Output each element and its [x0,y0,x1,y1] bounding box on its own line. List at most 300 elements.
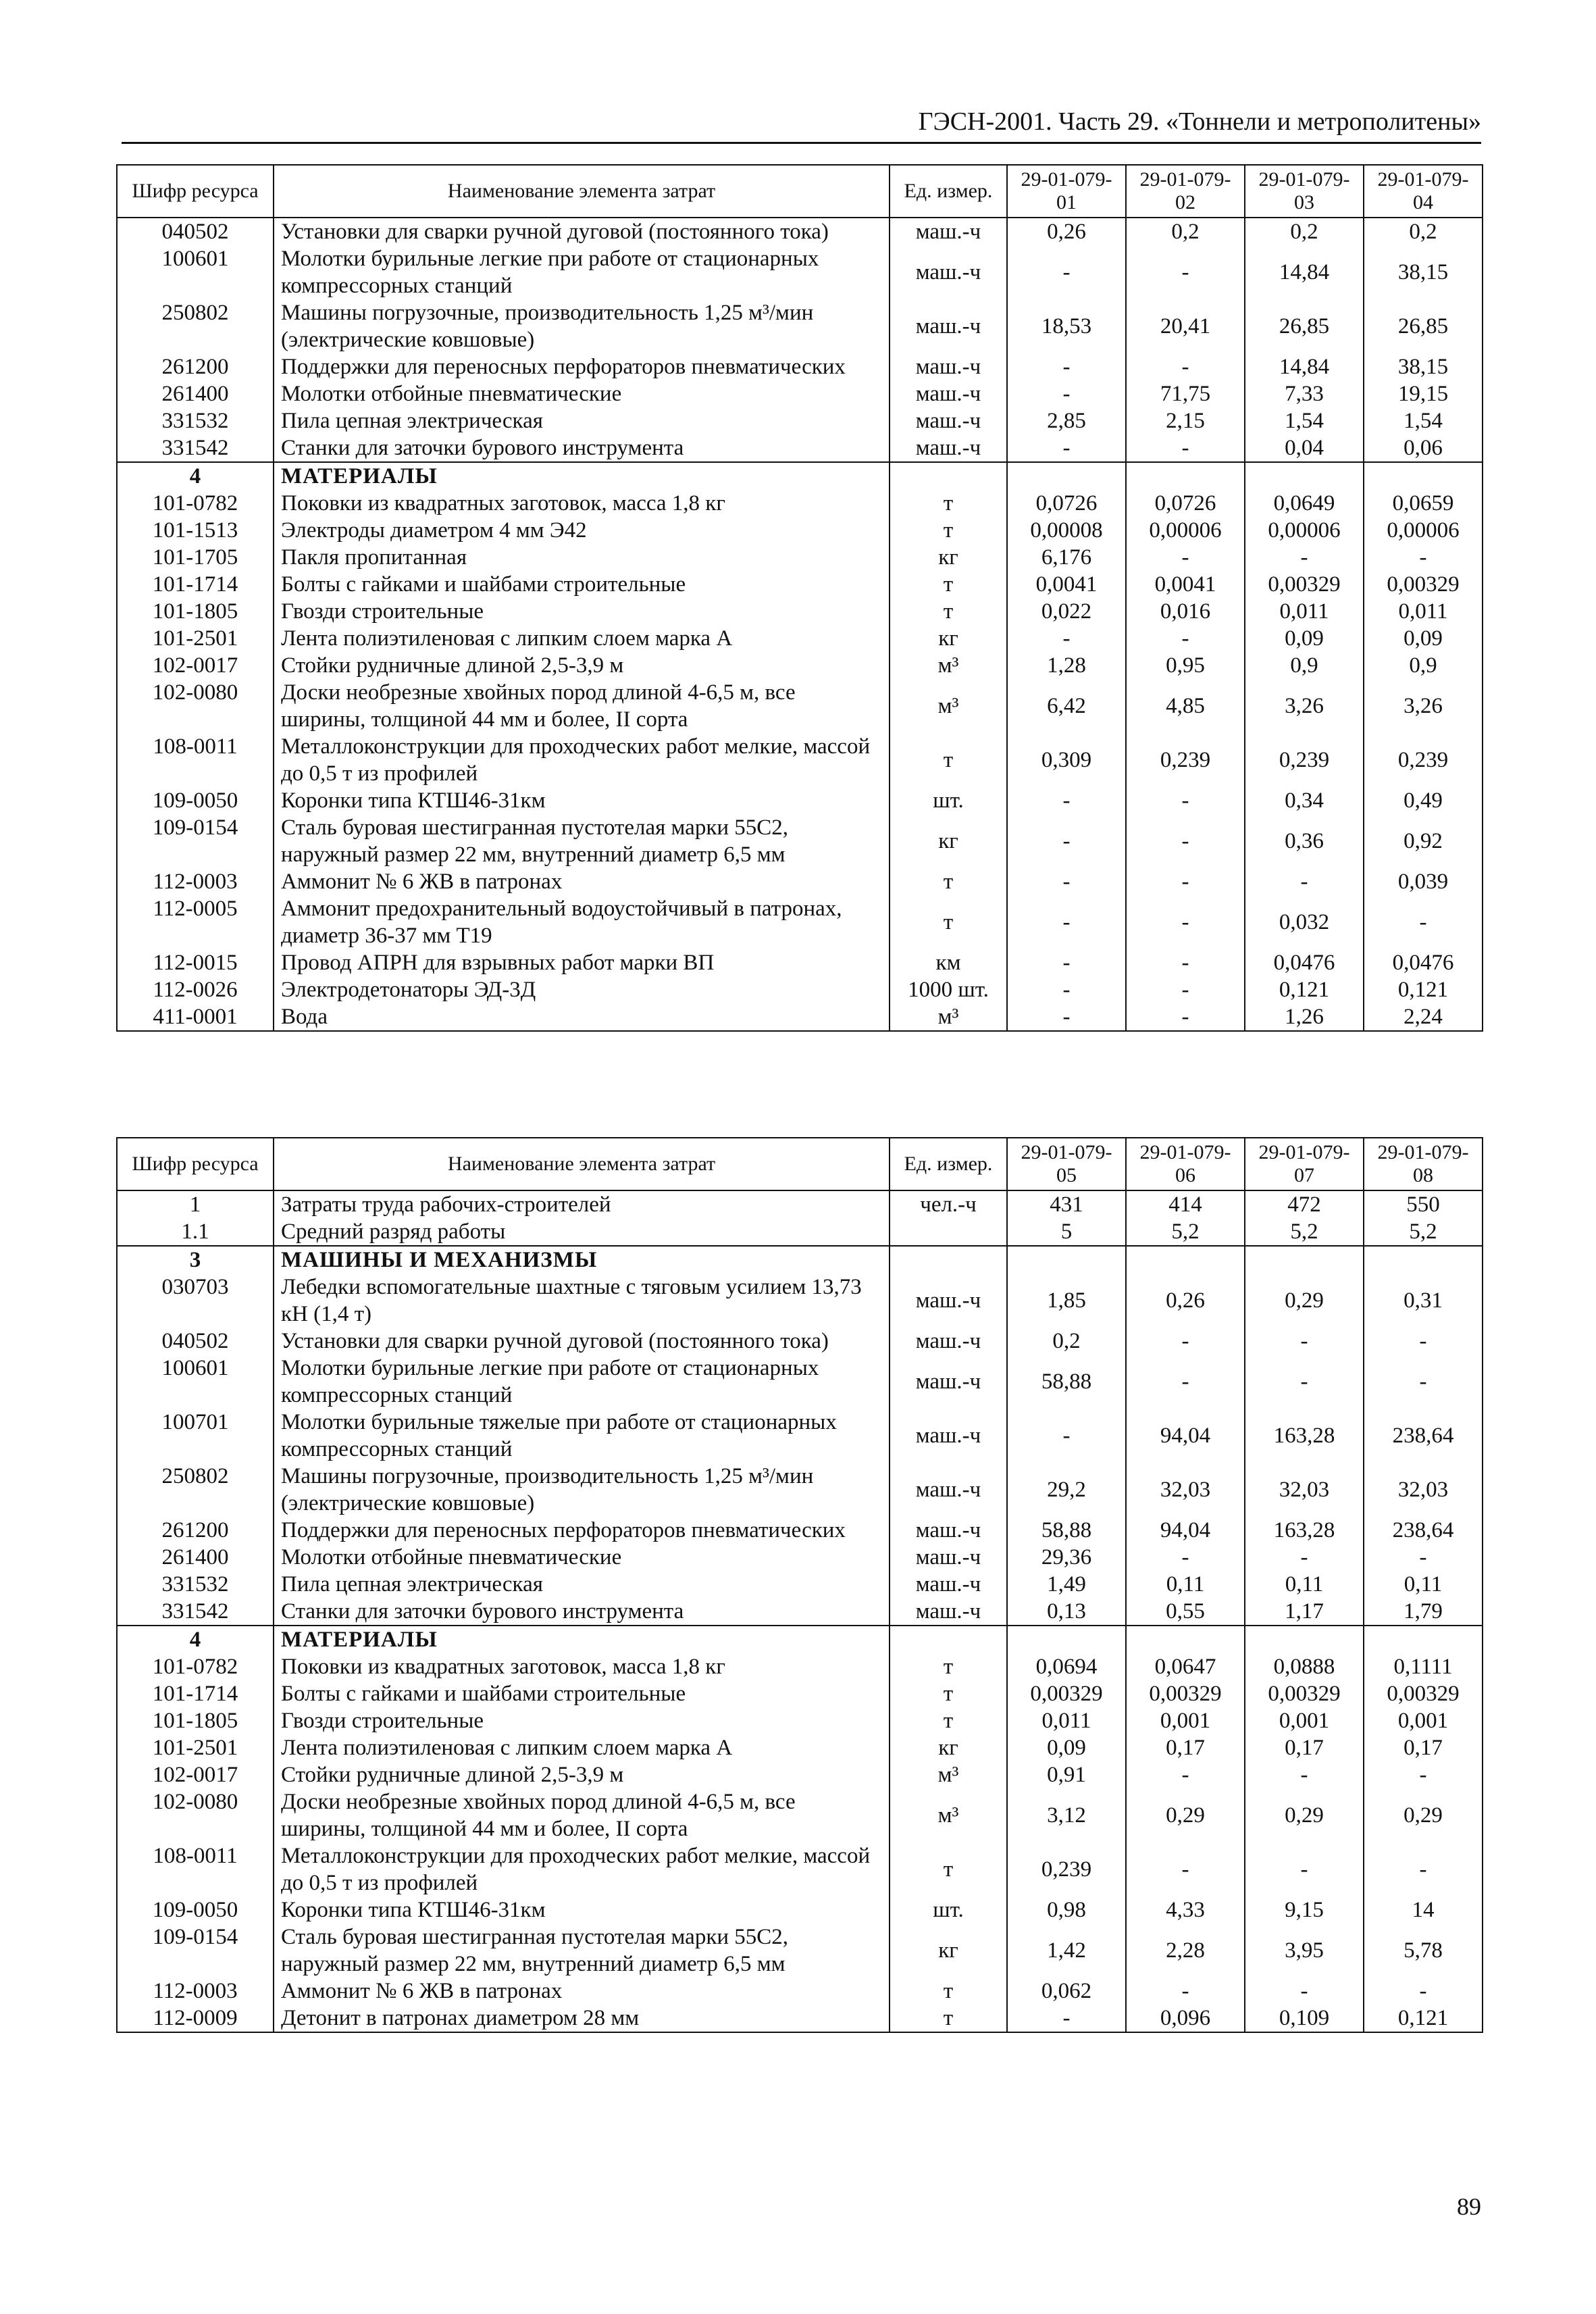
norm-value: 26,85 [1245,299,1364,353]
norm-value: 0,95 [1126,652,1245,679]
resource-code: 101-1714 [117,571,274,598]
norm-value: 38,15 [1364,353,1483,380]
norm-value: - [1007,625,1126,652]
unit-of-measure: м³ [890,1003,1007,1031]
resource-code: 331532 [117,1571,274,1598]
table-row [117,2005,1483,2032]
col-header-norm: 29-01-079-05 [1007,1138,1126,1190]
norm-value: 0,062 [1007,1978,1126,2005]
unit-of-measure: маш.-ч [890,1355,1007,1409]
unit-of-measure: маш.-ч [890,299,1007,353]
norm-value: 0,0041 [1126,571,1245,598]
resource-code: 101-1513 [117,517,274,544]
norm-value: 0,0647 [1126,1653,1245,1680]
table-row [117,625,1483,652]
norm-value [1245,1246,1364,1274]
table-row [117,517,1483,544]
col-header-norm: 29-01-079-03 [1245,165,1364,218]
norm-value: 0,011 [1007,1707,1126,1734]
norm-value: 0,55 [1126,1598,1245,1626]
norm-value: 0,0726 [1007,490,1126,517]
table-row [117,1328,1483,1355]
resource-code: 101-1705 [117,544,274,571]
norm-value: 4,85 [1126,679,1245,733]
table-row [117,1598,1483,1626]
table-body [117,1190,1483,2032]
norm-value: 0,001 [1126,1707,1245,1734]
norm-value: 0,0888 [1245,1653,1364,1680]
norm-value: 0,109 [1245,2005,1364,2032]
unit-of-measure: маш.-ч [890,1517,1007,1544]
unit-of-measure [890,1626,1007,1653]
table-row [117,1707,1483,1734]
norm-value: 0,0476 [1364,949,1483,976]
table-row [117,571,1483,598]
norm-value: 0,13 [1007,1598,1126,1626]
cost-element-name: МАШИНЫ И МЕХАНИЗМЫ [274,1246,890,1274]
norm-value: 0,001 [1364,1707,1483,1734]
norm-value: 0,2 [1245,218,1364,245]
unit-of-measure: м³ [890,1788,1007,1842]
norm-value: 472 [1245,1190,1364,1218]
norm-value: - [1007,380,1126,407]
col-header-name: Наименование элемента затрат [274,1138,890,1190]
cost-element-name: Коронки типа КТШ46-31км [274,1896,890,1923]
norm-value [1126,462,1245,490]
norm-value: 431 [1007,1190,1126,1218]
table-row [117,380,1483,407]
cost-element-name: Сталь буровая шестигранная пустотелая марки 55С2, наружный размер 22 мм, внутренний диаметр 6,5 мм [274,814,890,868]
unit-of-measure: т [890,2005,1007,2032]
unit-of-measure: м³ [890,679,1007,733]
cost-element-name: Пила цепная электрическая [274,1571,890,1598]
unit-of-measure: т [890,1707,1007,1734]
cost-element-name: Электродетонаторы ЭД-3Д [274,976,890,1003]
norm-value: 18,53 [1007,299,1126,353]
norm-value: 0,00008 [1007,517,1126,544]
table-row [117,1734,1483,1761]
norm-value: - [1007,353,1126,380]
norm-value: 238,64 [1364,1409,1483,1463]
unit-of-measure: т [890,1680,1007,1707]
cost-element-name: Лебедки вспомогательные шахтные с тяговым усилием 13,73 кН (1,4 т) [274,1274,890,1328]
resource-code: 4 [117,462,274,490]
norm-value: 0,09 [1364,625,1483,652]
unit-of-measure: маш.-ч [890,1571,1007,1598]
norm-value [1126,1626,1245,1653]
unit-of-measure: маш.-ч [890,1328,1007,1355]
resource-code: 261200 [117,1517,274,1544]
norm-value: 0,00006 [1245,517,1364,544]
cost-element-name: Металлоконструкции для проходческих работ мелкие, массой до 0,5 т из профилей [274,1842,890,1896]
norm-value [1245,462,1364,490]
norm-value: 14,84 [1245,245,1364,299]
norm-value: 0,11 [1364,1571,1483,1598]
norm-value: 163,28 [1245,1409,1364,1463]
table-body [117,218,1483,1031]
norm-value: 29,2 [1007,1463,1126,1517]
norm-value [1364,462,1483,490]
resource-code: 261400 [117,1544,274,1571]
unit-of-measure: т [890,598,1007,625]
norm-value: - [1007,868,1126,895]
norm-value: 0,0649 [1245,490,1364,517]
resource-code: 108-0011 [117,1842,274,1896]
resource-code: 102-0017 [117,652,274,679]
table-row [117,1003,1483,1031]
norm-value: 0,11 [1245,1571,1364,1598]
unit-of-measure: м³ [890,652,1007,679]
norm-value: 0,34 [1245,787,1364,814]
table-row [117,490,1483,517]
norm-value: 0,096 [1126,2005,1245,2032]
norm-value: 58,88 [1007,1517,1126,1544]
unit-of-measure: шт. [890,787,1007,814]
cost-element-name: Стойки рудничные длиной 2,5-3,9 м [274,1761,890,1788]
norm-value: 0,309 [1007,733,1126,787]
norm-value: - [1126,976,1245,1003]
norm-value: - [1126,1978,1245,2005]
norm-value: - [1245,1355,1364,1409]
norm-value: 0,11 [1126,1571,1245,1598]
norm-value [1007,462,1126,490]
unit-of-measure: т [890,490,1007,517]
norm-value: 5,2 [1245,1218,1364,1246]
norm-value: 0,00329 [1364,571,1483,598]
resource-code: 040502 [117,1328,274,1355]
norm-value: 0,2 [1364,218,1483,245]
cost-element-name: Средний разряд работы [274,1218,890,1246]
norm-value: - [1007,434,1126,462]
cost-element-name: Болты с гайками и шайбами строительные [274,1680,890,1707]
col-header-unit: Ед. измер. [890,165,1007,218]
table-row [117,1274,1483,1328]
cost-element-name: Провод АПРН для взрывных работ марки ВП [274,949,890,976]
norm-value: - [1126,544,1245,571]
norm-value: 0,121 [1245,976,1364,1003]
section-row [117,1626,1483,1653]
col-header-norm: 29-01-079-08 [1364,1138,1483,1190]
col-header-unit: Ед. измер. [890,1138,1007,1190]
norm-value: 0,29 [1126,1788,1245,1842]
norm-value [1007,1626,1126,1653]
norm-value: 238,64 [1364,1517,1483,1544]
cost-element-name: Металлоконструкции для проходческих работ мелкие, массой до 0,5 т из профилей [274,733,890,787]
resource-code: 1 [117,1190,274,1218]
unit-of-measure [890,1218,1007,1246]
table-row [117,1218,1483,1246]
norm-value: 29,36 [1007,1544,1126,1571]
norm-value: 0,06 [1364,434,1483,462]
cost-element-name: Пила цепная электрическая [274,407,890,434]
norm-value: 0,239 [1245,733,1364,787]
norm-value: - [1126,1842,1245,1896]
resource-code: 112-0009 [117,2005,274,2032]
col-header-norm: 29-01-079-01 [1007,165,1126,218]
norm-value: 2,15 [1126,407,1245,434]
cost-element-name: Вода [274,1003,890,1031]
norm-value: 0,039 [1364,868,1483,895]
norm-value: 2,24 [1364,1003,1483,1031]
norm-value: - [1126,814,1245,868]
table-row [117,895,1483,949]
resource-code: 100701 [117,1409,274,1463]
norm-value: 2,28 [1126,1923,1245,1978]
resource-code: 112-0003 [117,1978,274,2005]
norm-value: 0,9 [1364,652,1483,679]
norm-value: 6,42 [1007,679,1126,733]
norm-value: 0,239 [1126,733,1245,787]
norm-value: 0,011 [1364,598,1483,625]
norm-value: - [1126,353,1245,380]
table-row [117,1761,1483,1788]
table-row [117,353,1483,380]
unit-of-measure: кг [890,544,1007,571]
resource-code: 3 [117,1246,274,1274]
norm-value: 0,91 [1007,1761,1126,1788]
norm-value: 0,29 [1245,1274,1364,1328]
norm-value: 1,42 [1007,1923,1126,1978]
col-header-code: Шифр ресурса [117,165,274,218]
table-row [117,868,1483,895]
cost-element-name: Аммонит предохранительный водоустойчивый в патронах, диаметр 36-37 мм Т19 [274,895,890,949]
norm-value: 5,78 [1364,1923,1483,1978]
cost-element-name: Сталь буровая шестигранная пустотелая марки 55С2, наружный размер 22 мм, внутренний диаметр 6,5 мм [274,1923,890,1978]
norm-value: 0,001 [1245,1707,1364,1734]
norm-value: 1,49 [1007,1571,1126,1598]
unit-of-measure: т [890,1842,1007,1896]
norm-value: - [1364,544,1483,571]
cost-element-name: Аммонит № 6 ЖВ в патронах [274,868,890,895]
norm-value: 163,28 [1245,1517,1364,1544]
norm-value: - [1245,1978,1364,2005]
cost-element-name: Гвозди строительные [274,1707,890,1734]
norm-value: 0,1111 [1364,1653,1483,1680]
norm-value: 0,36 [1245,814,1364,868]
resource-table-2 [116,1137,1483,2033]
norm-value: 1,54 [1245,407,1364,434]
cost-element-name: Лента полиэтиленовая с липким слоем марка А [274,1734,890,1761]
cost-element-name: Доски необрезные хвойных пород длиной 4-6,5 м, все ширины, толщиной 44 мм и более, II сорта [274,679,890,733]
norm-value: - [1364,1544,1483,1571]
norm-value: - [1126,245,1245,299]
col-header-code: Шифр ресурса [117,1138,274,1190]
norm-value: 0,032 [1245,895,1364,949]
unit-of-measure: маш.-ч [890,1274,1007,1328]
norm-value: 3,12 [1007,1788,1126,1842]
norm-value: 7,33 [1245,380,1364,407]
norm-value: 3,95 [1245,1923,1364,1978]
norm-value: 0,00329 [1364,1680,1483,1707]
resource-code: 109-0050 [117,1896,274,1923]
norm-value: 4,33 [1126,1896,1245,1923]
unit-of-measure: маш.-ч [890,434,1007,462]
unit-of-measure: т [890,868,1007,895]
norm-value: 20,41 [1126,299,1245,353]
norm-value [1364,1246,1483,1274]
resource-code: 100601 [117,1355,274,1409]
norm-value: 0,0476 [1245,949,1364,976]
norm-value: 0,00329 [1245,571,1364,598]
unit-of-measure: маш.-ч [890,1463,1007,1517]
section-row [117,462,1483,490]
unit-of-measure: маш.-ч [890,1544,1007,1571]
resource-code: 112-0005 [117,895,274,949]
norm-value: 0,00329 [1126,1680,1245,1707]
resource-code: 112-0003 [117,868,274,895]
unit-of-measure: т [890,1978,1007,2005]
cost-element-name: Молотки отбойные пневматические [274,1544,890,1571]
norm-value [1007,1246,1126,1274]
norm-value: 1,79 [1364,1598,1483,1626]
norm-value: 32,03 [1126,1463,1245,1517]
table-row [117,1355,1483,1409]
table-row [117,1463,1483,1517]
unit-of-measure: маш.-ч [890,1598,1007,1626]
table-row [117,1978,1483,2005]
norm-value: 0,00006 [1364,517,1483,544]
table-row [117,1544,1483,1571]
norm-value [1245,1626,1364,1653]
norm-value: 5 [1007,1218,1126,1246]
col-header-name: Наименование элемента затрат [274,165,890,218]
resource-code: 331532 [117,407,274,434]
norm-value: 0,92 [1364,814,1483,868]
cost-element-name: Поковки из квадратных заготовок, масса 1,8 кг [274,1653,890,1680]
norm-value: - [1126,1544,1245,1571]
unit-of-measure: чел.-ч [890,1190,1007,1218]
unit-of-measure: км [890,949,1007,976]
cost-element-name: Станки для заточки бурового инструмента [274,434,890,462]
table-row [117,598,1483,625]
resource-code: 030703 [117,1274,274,1328]
resource-code: 250802 [117,1463,274,1517]
norm-value: - [1007,1003,1126,1031]
resource-code: 331542 [117,434,274,462]
norm-value: - [1126,949,1245,976]
table-row [117,245,1483,299]
cost-element-name: Поковки из квадратных заготовок, масса 1,8 кг [274,490,890,517]
norm-value: - [1007,814,1126,868]
norm-value: 32,03 [1245,1463,1364,1517]
norm-value: 0,00006 [1126,517,1245,544]
table-row [117,407,1483,434]
norm-value: 32,03 [1364,1463,1483,1517]
table-row [117,1788,1483,1842]
norm-value: 19,15 [1364,380,1483,407]
table-row [117,652,1483,679]
unit-of-measure: маш.-ч [890,407,1007,434]
unit-of-measure: т [890,733,1007,787]
norm-value: 0,49 [1364,787,1483,814]
resource-code: 101-2501 [117,1734,274,1761]
norm-value: - [1364,1355,1483,1409]
norm-value: - [1126,1355,1245,1409]
norm-value: 3,26 [1364,679,1483,733]
resource-code: 112-0026 [117,976,274,1003]
unit-of-measure: т [890,1653,1007,1680]
unit-of-measure: 1000 шт. [890,976,1007,1003]
resource-code: 102-0080 [117,679,274,733]
cost-element-name: Машины погрузочные, производительность 1,25 м³/мин (электрические ковшовые) [274,1463,890,1517]
col-header-norm: 29-01-079-06 [1126,1138,1245,1190]
col-header-norm: 29-01-079-07 [1245,1138,1364,1190]
unit-of-measure: шт. [890,1896,1007,1923]
norm-value: 14,84 [1245,353,1364,380]
unit-of-measure [890,462,1007,490]
cost-element-name: Доски необрезные хвойных пород длиной 4-6,5 м, все ширины, толщиной 44 мм и более, II сорта [274,1788,890,1842]
resource-code: 102-0080 [117,1788,274,1842]
unit-of-measure: кг [890,814,1007,868]
norm-value: - [1007,976,1126,1003]
norm-value: - [1126,1761,1245,1788]
norm-value: 1,26 [1245,1003,1364,1031]
norm-value: - [1364,895,1483,949]
norm-value: - [1245,544,1364,571]
norm-value: - [1126,1003,1245,1031]
norm-value: 0,17 [1364,1734,1483,1761]
norm-value: 0,04 [1245,434,1364,462]
norm-value: 38,15 [1364,245,1483,299]
unit-of-measure: т [890,895,1007,949]
cost-element-name: Затраты труда рабочих-строителей [274,1190,890,1218]
table-row [117,679,1483,733]
norm-value: 0,17 [1245,1734,1364,1761]
resource-code: 101-0782 [117,1653,274,1680]
norm-value: 26,85 [1364,299,1483,353]
norm-value: 0,239 [1007,1842,1126,1896]
resource-code: 040502 [117,218,274,245]
table-row [117,299,1483,353]
norm-value: 94,04 [1126,1409,1245,1463]
norm-value: 9,15 [1245,1896,1364,1923]
norm-value: - [1245,1842,1364,1896]
norm-value: 0,29 [1364,1788,1483,1842]
cost-element-name: Установки для сварки ручной дуговой (постоянного тока) [274,218,890,245]
cost-element-name: Молотки отбойные пневматические [274,380,890,407]
unit-of-measure: т [890,517,1007,544]
cost-element-name: Станки для заточки бурового инструмента [274,1598,890,1626]
norm-value: 0,0726 [1126,490,1245,517]
table-row [117,1409,1483,1463]
norm-value: 6,176 [1007,544,1126,571]
norm-value: 0,2 [1126,218,1245,245]
norm-value: - [1126,787,1245,814]
resource-code: 101-1805 [117,1707,274,1734]
norm-value: 5,2 [1364,1218,1483,1246]
norm-value: - [1007,787,1126,814]
norm-value: - [1126,868,1245,895]
norm-value: 0,2 [1007,1328,1126,1355]
resource-code: 411-0001 [117,1003,274,1031]
cost-element-name: Молотки бурильные легкие при работе от стационарных компрессорных станций [274,1355,890,1409]
section-row [117,1246,1483,1274]
norm-value: 1,85 [1007,1274,1126,1328]
norm-value: - [1126,895,1245,949]
norm-value [1364,1626,1483,1653]
norm-value: - [1126,1328,1245,1355]
resource-code: 109-0154 [117,814,274,868]
norm-value: 94,04 [1126,1517,1245,1544]
resource-code: 108-0011 [117,733,274,787]
unit-of-measure [890,1246,1007,1274]
table-row [117,1190,1483,1218]
norm-value: 0,011 [1245,598,1364,625]
page-header-title: ГЭСН-2001. Часть 29. «Тоннели и метрополитены» [918,107,1481,136]
norm-value: 0,17 [1126,1734,1245,1761]
resource-code: 331542 [117,1598,274,1626]
norm-value: 0,00329 [1007,1680,1126,1707]
